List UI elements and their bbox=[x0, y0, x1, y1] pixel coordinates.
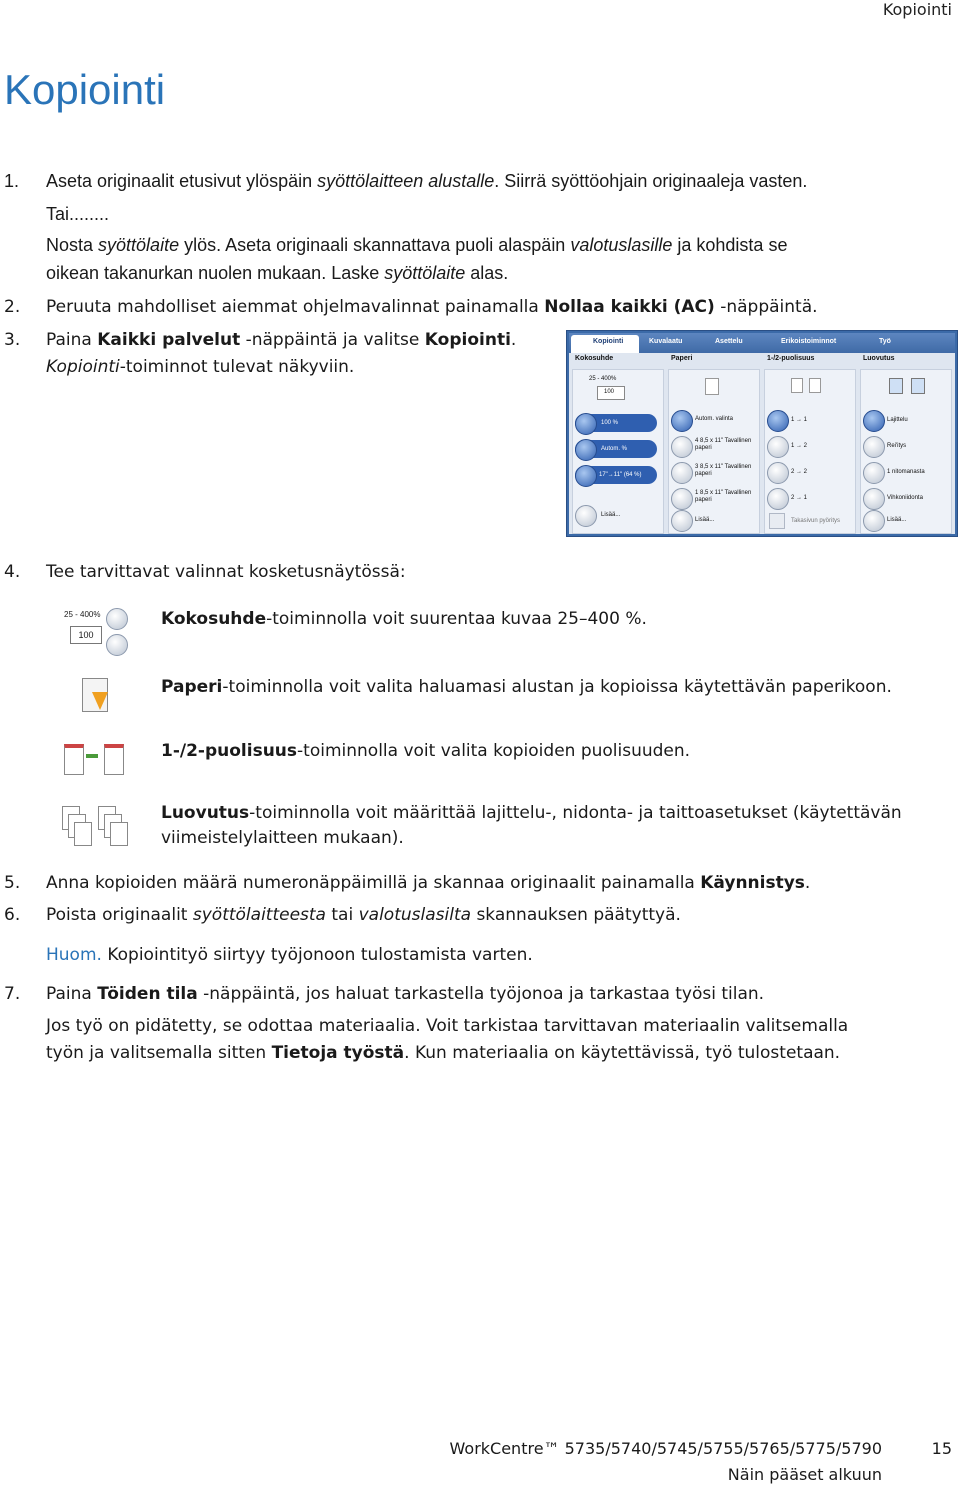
screen-radio bbox=[671, 462, 693, 484]
screen-radio bbox=[767, 410, 789, 432]
screen-label: Lajittelu bbox=[887, 417, 908, 423]
screen-column-head: 1-/2-puolisuus bbox=[767, 355, 815, 362]
step-text: Tai........ bbox=[46, 204, 110, 224]
screen-label: Lisää... bbox=[695, 517, 715, 523]
step-number: 2. bbox=[4, 297, 21, 317]
icon-label: 25 - 400% bbox=[64, 610, 101, 619]
screen-radio bbox=[671, 436, 693, 458]
feature-kokosuhde: Kokosuhde-toiminnolla voit suurentaa kuvaa 25–400 %. bbox=[161, 609, 647, 629]
screen-radio bbox=[575, 465, 597, 487]
footer-guide: Näin pääset alkuun bbox=[727, 1465, 882, 1484]
screen-label: Vihkoniidonta bbox=[887, 495, 923, 501]
step-text: Peruuta mahdolliset aiemmat ohjelmavalinnat painamalla Nollaa kaikki (AC) -näppäintä. bbox=[46, 297, 818, 317]
screen-label: 100 bbox=[604, 389, 615, 395]
step-text: Tee tarvittavat valinnat kosketusnäytössä: bbox=[46, 562, 406, 582]
screen-column-head: Paperi bbox=[671, 355, 693, 362]
screen-label: 2 → 1 bbox=[791, 495, 808, 501]
collate-icon bbox=[889, 378, 903, 394]
screen-radio bbox=[863, 410, 885, 432]
running-header: Kopiointi bbox=[882, 0, 952, 19]
screen-tab: Kuvalaatu bbox=[649, 338, 683, 345]
step-number: 3. bbox=[4, 330, 21, 350]
screen-label: Autom. % bbox=[601, 446, 628, 452]
screen-label: 25 - 400% bbox=[589, 376, 617, 382]
screen-radio bbox=[671, 410, 693, 432]
screen-radio bbox=[767, 462, 789, 484]
footer-product: WorkCentre™ 5735/5740/5745/5755/5765/5775/5790 bbox=[449, 1439, 882, 1458]
footer-page-number: 15 bbox=[931, 1439, 952, 1458]
step-number: 7. bbox=[4, 984, 21, 1004]
feature-paperi: Paperi-toiminnolla voit valita haluamasi alustan ja kopioissa käytettävän paperikoon. bbox=[161, 677, 892, 697]
step-text: Aseta originaalit etusivut ylöspäin syöttölaitteen alustalle. Siirrä syöttöohjain originaaleja vasten. bbox=[46, 171, 808, 191]
screen-radio bbox=[671, 510, 693, 532]
screen-label: 2 → 2 bbox=[791, 469, 808, 475]
step-text: Kopiointi-toiminnot tulevat näkyviin. bbox=[46, 357, 355, 377]
collate-output-icon bbox=[58, 802, 134, 852]
step-number: 6. bbox=[4, 905, 21, 925]
step-text: Nosta syöttölaite ylös. Aseta originaali skannattava puoli alaspäin valotuslasille ja kohdista se bbox=[46, 235, 788, 255]
step-text: Poista originaalit syöttölaitteesta tai valotuslasilta skannauksen päätyttyä. bbox=[46, 905, 681, 925]
step-text: työn ja valitsemalla sitten Tietoja työstä. Kun materiaalia on käytettävissä, työ tulostetaan. bbox=[46, 1043, 841, 1063]
screen-label: 1 nitomanasta bbox=[887, 469, 925, 475]
screen-column-head: Luovutus bbox=[863, 355, 895, 362]
icon-value: 100 bbox=[70, 626, 102, 644]
screen-label: Takasivun pyöritys bbox=[791, 518, 841, 524]
paper-icon bbox=[705, 378, 719, 395]
arrow-down-icon bbox=[106, 634, 128, 656]
screen-tab: Erikoistoiminnot bbox=[781, 338, 837, 345]
screen-label: 1 → 2 bbox=[791, 443, 808, 449]
screen-radio bbox=[863, 436, 885, 458]
screen-label: 100 % bbox=[601, 420, 619, 426]
screen-radio bbox=[767, 488, 789, 510]
screen-label: 1 → 1 bbox=[791, 417, 808, 423]
checkbox-icon bbox=[769, 513, 785, 529]
page-icon bbox=[809, 378, 821, 393]
screen-label: 3 8,5 x 11" Tavallinen paperi bbox=[695, 464, 752, 477]
screen-column bbox=[668, 369, 760, 534]
screen-tab-bar bbox=[569, 333, 955, 353]
paper-tray-icon bbox=[80, 674, 116, 718]
step-text: Paina Kaikki palvelut -näppäintä ja valitse Kopiointi. bbox=[46, 330, 517, 350]
copy-touchscreen-image bbox=[566, 330, 958, 537]
screen-tab: Asettelu bbox=[715, 338, 743, 345]
screen-tab: Työ bbox=[879, 338, 891, 345]
screen-column bbox=[572, 369, 664, 534]
screen-label: Autom. valinta bbox=[695, 416, 734, 422]
screen-label: 1 8,5 x 11" Tavallinen paperi bbox=[695, 490, 752, 503]
screen-tab: Kopiointi bbox=[593, 338, 624, 345]
screen-radio bbox=[863, 488, 885, 510]
step-number: 5. bbox=[4, 873, 21, 893]
page-icon bbox=[791, 378, 803, 393]
screen-body bbox=[569, 353, 955, 534]
screen-radio bbox=[575, 413, 597, 435]
screen-radio bbox=[863, 462, 885, 484]
feature-luovutus-line2: viimeistelylaitteen mukaan). bbox=[161, 828, 404, 848]
page-title: Kopiointi bbox=[4, 66, 166, 113]
step-number: 4. bbox=[4, 562, 21, 582]
screen-label: Rei'itys bbox=[887, 443, 907, 449]
screen-column bbox=[764, 369, 856, 534]
screen-label: Lisää... bbox=[601, 512, 621, 518]
feature-puolisuus: 1-/2-puolisuus-toiminnolla voit valita kopioiden puolisuuden. bbox=[161, 741, 691, 761]
reduce-enlarge-icon bbox=[62, 606, 128, 656]
screen-radio bbox=[767, 436, 789, 458]
step-text: Paina Töiden tila -näppäintä, jos haluat tarkastella työjonoa ja tarkastaa työsi tilan. bbox=[46, 984, 765, 1004]
two-sided-icon bbox=[62, 740, 128, 780]
screen-label: 17"→11" (64 %) bbox=[599, 472, 642, 478]
arrow-up-icon bbox=[106, 608, 128, 630]
screen-column-head: Kokosuhde bbox=[575, 355, 614, 362]
step-text: Anna kopioiden määrä numeronäppäimillä ja skannaa originaalit painamalla Käynnistys. bbox=[46, 873, 811, 893]
screen-radio bbox=[575, 439, 597, 461]
screen-radio bbox=[575, 505, 597, 527]
screen-value-box bbox=[597, 386, 625, 400]
screen-radio bbox=[671, 488, 693, 510]
screen-radio bbox=[863, 510, 885, 532]
feature-luovutus: Luovutus-toiminnolla voit määrittää lajittelu-, nidonta- ja taittoasetukset (käytettävän bbox=[161, 803, 902, 823]
note: Huom. Kopiointityö siirtyy työjonoon tulostamista varten. bbox=[46, 945, 533, 965]
step-text: Jos työ on pidätetty, se odottaa materiaalia. Voit tarkistaa tarvittavan materiaalin valitsemalla bbox=[46, 1016, 849, 1036]
screen-column bbox=[860, 369, 952, 534]
screen-label: 4 8,5 x 11" Tavallinen paperi bbox=[695, 438, 752, 451]
step-text: oikean takanurkan nuolen mukaan. Laske syöttölaite alas. bbox=[46, 263, 509, 283]
collate-icon bbox=[911, 378, 925, 394]
step-number: 1. bbox=[4, 171, 20, 191]
screen-label: Lisää... bbox=[887, 517, 907, 523]
